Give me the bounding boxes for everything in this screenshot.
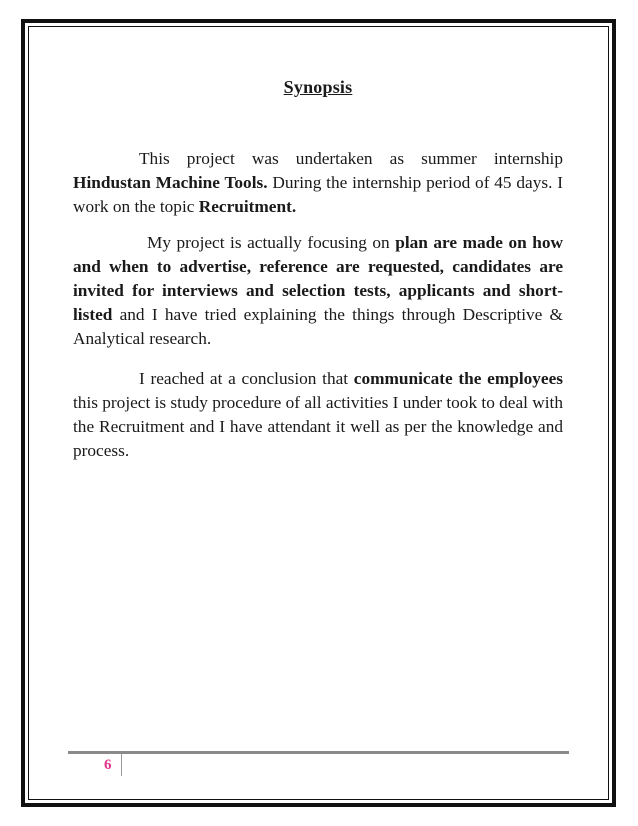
paragraph-1-bold-2: Recruitment. <box>198 197 297 216</box>
paragraph-1-text-2: During the internship period of 45 days. I work on the topic <box>73 173 563 216</box>
paragraph-1-bold-1: Hindustan Machine Tools. <box>73 173 268 192</box>
paragraph-3-text-1: I reached at a conclusion that <box>139 369 354 388</box>
paragraph-2-text-1: My project is actually focusing on <box>147 233 396 252</box>
page-title: Synopsis <box>283 77 353 97</box>
footer-rule <box>68 751 569 754</box>
paragraph-2-bold-1: plan are made on how and when to advertise, reference are requested, candidates are invited for interviews and selection tests, applicants and short-listed <box>73 233 563 324</box>
paragraph-2-text-2: and I have tried explaining the things through Descriptive & Analytical research. <box>73 305 563 348</box>
page-number: 6 <box>104 757 112 773</box>
paragraph-2 <box>73 231 563 351</box>
paragraph-3-bold-1: communicate the employees <box>353 369 563 388</box>
paragraph-3-text-2: this project is study procedure of all activities I under took to deal with the Recruitment and I have attendant it well as per the knowledge and process. <box>73 393 563 460</box>
paragraph-1-text-1: This project was undertaken as summer internship <box>139 149 563 168</box>
paragraph-3 <box>73 367 563 463</box>
page-number-divider <box>121 754 122 776</box>
paragraph-1 <box>73 147 563 219</box>
